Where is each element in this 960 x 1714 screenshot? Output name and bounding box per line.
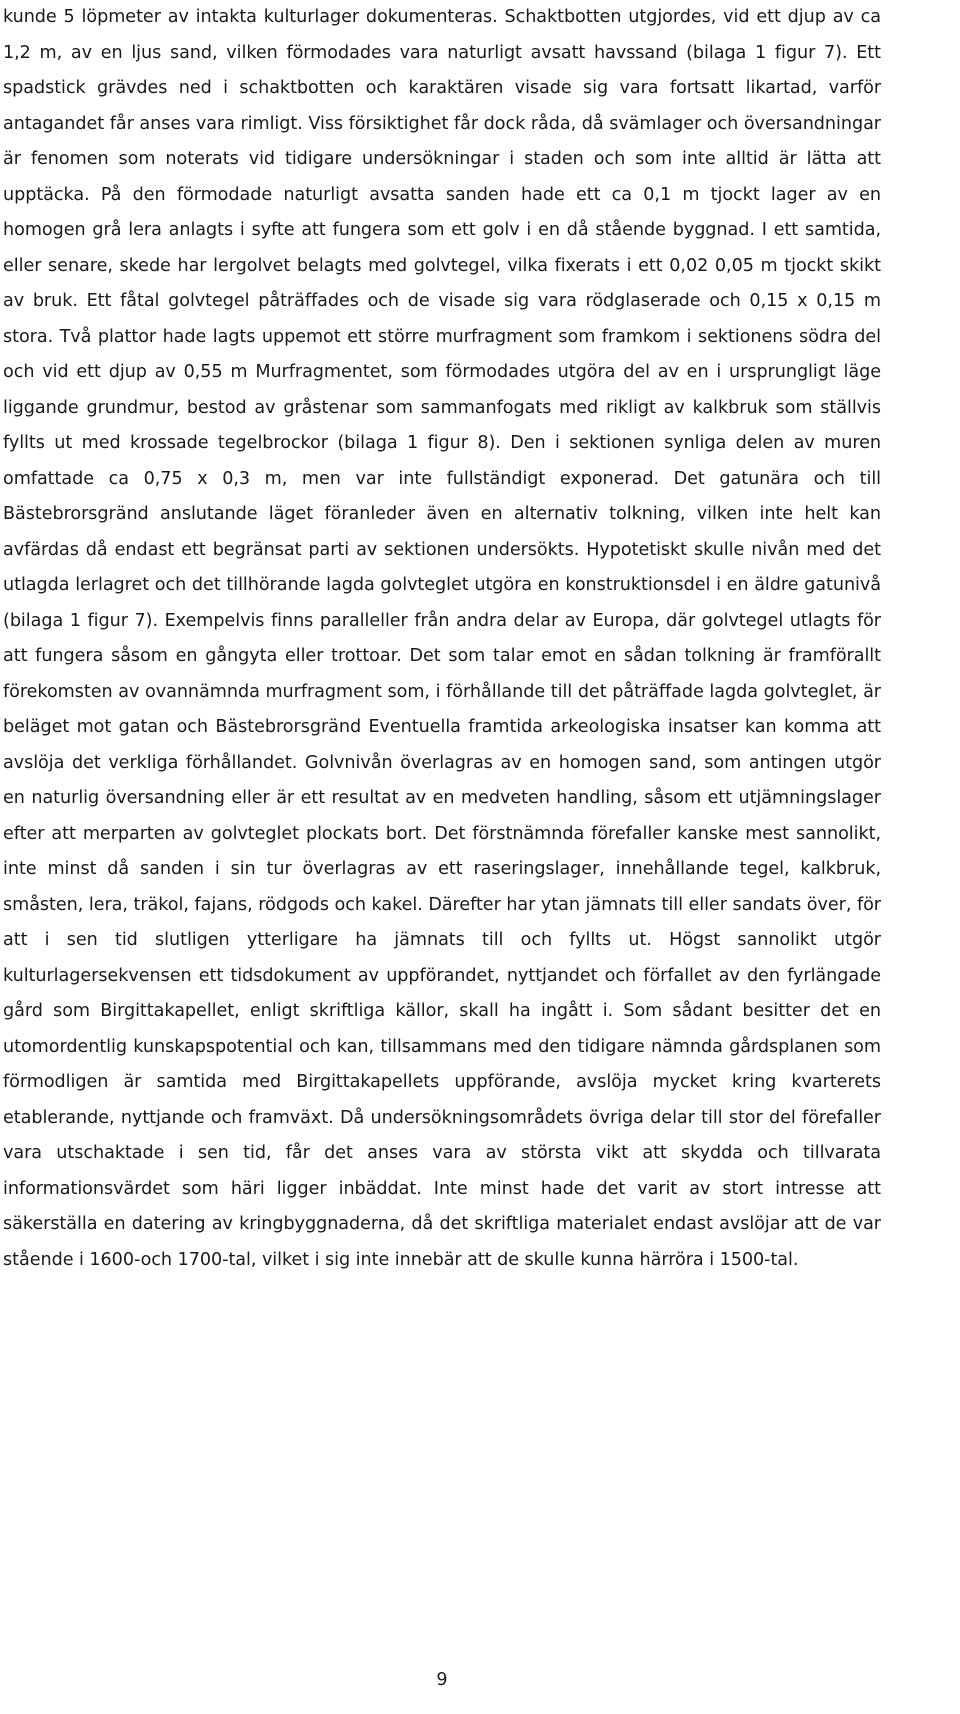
body-paragraph: kunde 5 löpmeter av intakta kulturlager dokumenteras. Schaktbotten utgjordes, vid ett djup av ca 1,2 m, av en ljus sand, vilken förmodades vara naturligt avsatt havssand (bilaga 1 figur 7). Ett spadstick grävdes ned i schaktbotten och karaktären visade sig vara fortsatt likartad, varför antagandet får anses vara rimligt. Viss försiktighet får dock råda, då svämlager och översandningar är fenomen som noterats vid tidigare undersökningar i staden och som inte alltid är lätta att upptäcka. På den förmodade naturligt avsatta sanden hade ett ca 0,1 m tjockt lager av en homogen grå lera anlagts i syfte att fungera som ett golv i en då stående byggnad. I ett samtida, eller senare, skede har lergolvet belagts med golvtegel, vilka fixerats i ett 0,02 0,05 m tjockt skikt av bruk. Ett fåtal golvtegel påträffades och de visade sig vara rödglaserade och 0,15 x 0,15 m stora. Två plattor hade lagts uppemot ett större murfragment som framkom i sektionens södra del och vid ett djup av 0,55 m Murfragmentet, som förmodades utgöra del av en i ursprungligt läge liggande grundmur, bestod av gråstenar som sammanfogats med rikligt av kalkbruk som ställvis fyllts ut med krossade tegelbrockor (bilaga 1 figur 8). Den i sektionen synliga delen av muren omfattade ca 0,75 x 0,3 m, men var inte fullständigt exponerad. Det gatunära och till Bästebrorsgränd anslutande läget föranleder även en alternativ tolkning, vilken inte helt kan avfärdas då endast ett begränsat parti av sektionen undersökts. Hypotetiskt skulle nivån med det utlagda lerlagret och det tillhörande lagda golvteglet utgöra en konstruktionsdel i en äldre gatunivå (bilaga 1 figur 7). Exempelvis finns paralleller från andra delar av Europa, där golvtegel utlagts för att fungera såsom en gångyta eller trottoar. Det som talar emot en sådan tolkning är framförallt förekomsten av ovannämnda murfragment som, i förhållande till det påträffade lagda golvteglet, är beläget mot gatan och Bästebrorsgränd Eventuella framtida arkeologiska insatser kan komma att avslöja det verkliga förhållandet. Golvnivån överlagras av en homogen sand, som antingen utgör en naturlig översandning eller är ett resultat av en medveten handling, såsom ett utjämningslager efter att merparten av golvteglet plockats bort. Det förstnämnda förefaller kanske mest sannolikt, inte minst då sanden i sin tur överlagras av ett raseringslager, innehållande tegel, kalkbruk, småsten, lera, träkol, fajans, rödgods och kakel. Därefter har ytan jämnats till eller sandats över, för att i sen tid slutligen ytterligare ha jämnats till och fyllts ut. Högst sannolikt utgör kulturlagersekvensen ett tidsdokument av uppförandet, nyttjandet och förfallet av den fyrlängade gård som Birgittakapellet, enligt skriftliga källor, skall ha ingått i. Som sådant besitter det en utomordentlig kunskapspotential och kan, tillsammans med den tidigare nämnda gårdsplanen som förmodligen är samtida med Birgittakapellets uppförande, avslöja mycket kring kvarterets etablerande, nyttjande och framväxt. Då undersökningsområdets övriga delar till stor del förefaller vara utschaktade i sen tid, får det anses vara av största vikt att skydda och tillvarata informationsvärdet som häri ligger inbäddat. Inte minst hade det varit av stort intresse att säkerställa en datering av kringbyggnaderna, då det skriftliga materialet endast avslöjar att de var stående i 1600-och 1700-tal, vilket i sig inte innebär att de skulle kunna härröra i 1500-tal. xyxy=(3,7,881,1270)
page-number: 9 xyxy=(436,1670,448,1690)
